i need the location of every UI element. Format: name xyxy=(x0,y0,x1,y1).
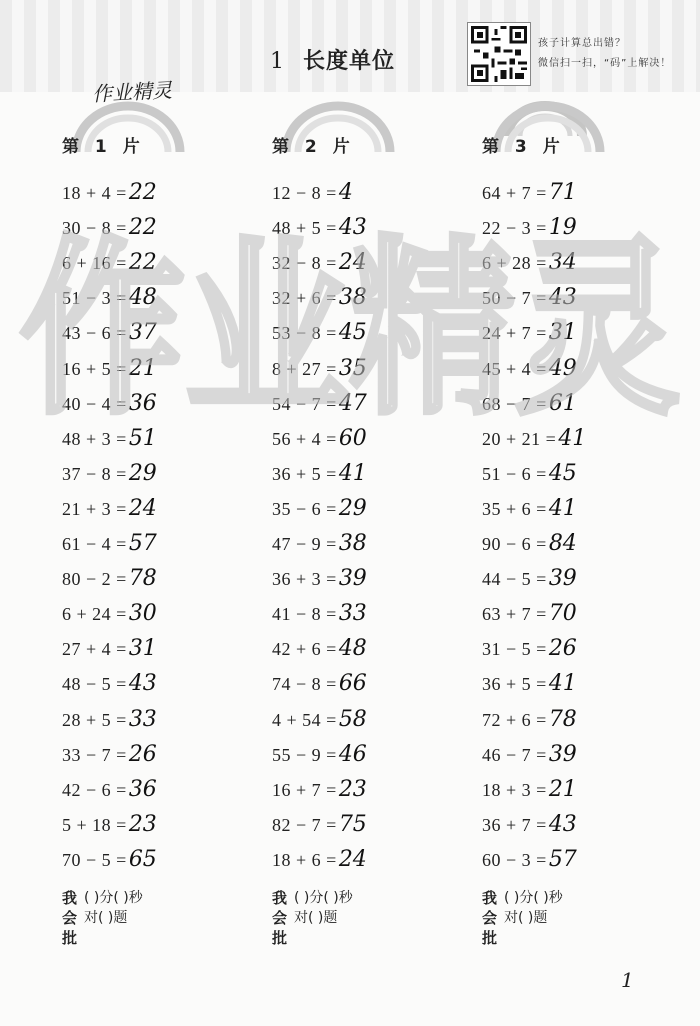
equation-expression: 53 − 8 = xyxy=(272,323,337,344)
piece-badge-3 xyxy=(482,132,622,157)
grading-box-2 xyxy=(272,888,353,948)
equation-answer[interactable]: 57 xyxy=(128,531,157,556)
grade-char-a: 我 xyxy=(272,889,288,907)
badge-unit: 片 xyxy=(542,137,560,157)
equation-answer[interactable]: 41 xyxy=(338,460,367,486)
equation-answer[interactable]: 70 xyxy=(548,601,577,627)
equation-row xyxy=(272,248,367,278)
equation-answer[interactable]: 48 xyxy=(338,636,367,662)
equation-expression: 22 − 3 = xyxy=(482,218,547,239)
equation-answer[interactable]: 41 xyxy=(548,495,577,521)
equation-answer[interactable]: 22 xyxy=(128,215,157,241)
equation-answer[interactable]: 23 xyxy=(128,811,157,837)
equation-row xyxy=(482,424,586,454)
equation-row xyxy=(272,845,367,875)
equation-expression: 5 + 18 = xyxy=(62,814,127,835)
equation-answer[interactable]: 45 xyxy=(338,320,367,346)
equation-expression: 56 + 4 = xyxy=(272,428,337,449)
equation-answer[interactable]: 31 xyxy=(548,320,577,346)
equation-row xyxy=(272,740,367,770)
equation-answer[interactable]: 39 xyxy=(548,741,577,767)
equation-expression: 82 − 7 = xyxy=(272,814,337,835)
equation-expression: 33 − 7 = xyxy=(62,744,127,765)
equation-expression: 4 + 54 = xyxy=(272,709,337,730)
equation-answer[interactable]: 22 xyxy=(128,180,157,205)
equation-row xyxy=(62,248,157,278)
badge-number: 3 xyxy=(514,137,527,157)
equation-expression: 31 − 5 = xyxy=(482,639,547,660)
equation-answer[interactable]: 43 xyxy=(548,285,577,311)
page-title xyxy=(270,44,395,75)
handwritten-title: 作业精灵 xyxy=(91,77,173,107)
equation-row xyxy=(272,705,367,735)
equation-answer[interactable]: 41 xyxy=(558,425,587,451)
grade-char-b: 会 xyxy=(272,909,288,927)
equation-row xyxy=(482,283,577,313)
equation-expression: 61 − 4 = xyxy=(62,534,127,554)
equation-row xyxy=(62,775,157,805)
equation-row xyxy=(272,424,367,454)
equation-answer[interactable]: 43 xyxy=(548,811,577,837)
equation-row xyxy=(482,669,577,699)
equation-expression: 54 − 7 = xyxy=(272,393,337,414)
equation-answer[interactable]: 78 xyxy=(548,706,577,732)
equation-answer[interactable]: 29 xyxy=(338,495,367,521)
equation-row xyxy=(62,354,157,384)
equation-row xyxy=(272,599,367,629)
badge-number: 2 xyxy=(304,137,317,157)
piece-badge-1 xyxy=(62,132,202,157)
equation-row xyxy=(272,669,367,699)
equation-expression: 41 − 8 = xyxy=(272,604,337,625)
grade-char-c: 批 xyxy=(272,929,288,947)
equation-row xyxy=(62,213,157,243)
badge-label: 第 xyxy=(482,137,499,157)
score-field[interactable]: 对( )题 xyxy=(294,910,338,926)
equation-answer[interactable]: 33 xyxy=(128,706,157,732)
badge-unit: 片 xyxy=(332,137,350,157)
equation-row xyxy=(272,529,367,559)
equation-expression: 8 + 27 = xyxy=(272,358,337,379)
equation-expression: 43 − 6 = xyxy=(62,323,127,344)
equation-expression: 6 + 16 = xyxy=(62,253,127,274)
equation-row xyxy=(482,354,577,384)
equation-expression: 40 − 4 = xyxy=(62,393,127,414)
grade-char-a: 我 xyxy=(62,889,78,907)
equation-row xyxy=(62,810,157,840)
equation-expression: 45 + 4 = xyxy=(482,358,547,379)
equation-row xyxy=(62,389,157,419)
equation-row xyxy=(272,354,367,384)
qr-code-icon[interactable] xyxy=(467,22,531,86)
equation-answer[interactable]: 84 xyxy=(548,531,577,556)
equation-answer[interactable]: 39 xyxy=(548,566,577,592)
equation-answer[interactable]: 48 xyxy=(128,285,157,311)
equation-expression: 64 + 7 = xyxy=(482,183,547,203)
equation-row xyxy=(272,775,367,805)
qr-caption xyxy=(538,34,671,74)
equation-expression: 36 + 5 = xyxy=(482,674,547,695)
equation-row xyxy=(62,459,157,489)
equation-row xyxy=(62,705,157,735)
time-field[interactable]: ( )分( )秒 xyxy=(294,890,353,906)
equation-answer[interactable]: 36 xyxy=(128,390,157,416)
equation-expression: 28 + 5 = xyxy=(62,709,127,730)
equation-expression: 30 − 8 = xyxy=(62,218,127,239)
equation-row xyxy=(62,564,157,594)
grading-box-1 xyxy=(62,888,143,948)
equation-row xyxy=(482,740,577,770)
score-field[interactable]: 对( )题 xyxy=(504,910,548,926)
equation-expression: 16 + 5 = xyxy=(62,358,127,379)
equation-answer[interactable]: 24 xyxy=(128,495,157,521)
equation-expression: 80 − 2 = xyxy=(62,569,127,590)
equation-answer[interactable]: 33 xyxy=(338,601,367,627)
equation-row xyxy=(272,178,353,208)
equation-row xyxy=(62,634,157,664)
equation-row xyxy=(62,529,157,559)
equation-row xyxy=(272,318,367,348)
equation-row xyxy=(62,599,157,629)
badge-number: 1 xyxy=(94,137,107,157)
equation-answer[interactable]: 47 xyxy=(338,390,367,416)
equation-answer[interactable]: 71 xyxy=(548,180,577,205)
equation-expression: 60 − 3 = xyxy=(482,849,547,870)
equation-expression: 18 + 4 = xyxy=(62,183,127,203)
grade-char-a: 我 xyxy=(482,889,498,907)
equation-row xyxy=(272,494,367,524)
equation-answer[interactable]: 51 xyxy=(128,425,157,451)
equation-expression: 44 − 5 = xyxy=(482,569,547,590)
badge-label: 第 xyxy=(272,137,289,157)
grade-char-c: 批 xyxy=(62,929,78,947)
grade-char-b: 会 xyxy=(482,909,498,927)
equation-answer[interactable]: 38 xyxy=(338,531,367,556)
equation-answer[interactable]: 23 xyxy=(338,776,367,802)
time-field[interactable]: ( )分( )秒 xyxy=(84,890,143,906)
equation-row xyxy=(272,213,367,243)
equation-row xyxy=(62,740,157,770)
equation-expression: 90 − 6 = xyxy=(482,534,547,554)
equation-answer[interactable]: 43 xyxy=(128,671,157,697)
piece-badge-2 xyxy=(272,132,412,157)
equation-expression: 32 − 8 = xyxy=(272,253,337,274)
equation-answer[interactable]: 26 xyxy=(128,741,157,767)
equation-row xyxy=(482,318,577,348)
equation-answer[interactable]: 24 xyxy=(338,250,367,276)
equation-row xyxy=(482,213,577,243)
badge-unit: 片 xyxy=(122,137,140,157)
equation-answer[interactable]: 65 xyxy=(128,846,157,872)
equation-answer[interactable]: 19 xyxy=(548,215,577,241)
equation-row xyxy=(482,634,577,664)
equation-expression: 63 + 7 = xyxy=(482,604,547,625)
equation-expression: 20 + 21 = xyxy=(482,428,557,449)
equation-expression: 32 + 6 = xyxy=(272,288,337,309)
equation-row xyxy=(482,810,577,840)
section-title: 长度单位 xyxy=(303,49,396,74)
equation-expression: 68 − 7 = xyxy=(482,393,547,414)
equation-answer[interactable]: 26 xyxy=(548,636,577,662)
grading-box-3 xyxy=(482,888,563,948)
equation-expression: 55 − 9 = xyxy=(272,744,337,765)
equation-row xyxy=(482,564,577,594)
equation-answer[interactable]: 31 xyxy=(128,636,157,662)
equation-answer[interactable]: 36 xyxy=(128,776,157,802)
equation-answer[interactable]: 37 xyxy=(128,320,157,346)
equation-expression: 35 + 6 = xyxy=(482,498,547,519)
equation-row xyxy=(482,459,577,489)
equation-expression: 18 + 3 = xyxy=(482,779,547,800)
equation-answer[interactable]: 34 xyxy=(548,250,577,276)
equation-answer[interactable]: 21 xyxy=(548,776,577,802)
equation-row xyxy=(272,634,367,664)
equation-answer[interactable]: 46 xyxy=(338,741,367,767)
equation-row xyxy=(272,459,367,489)
equation-answer[interactable]: 41 xyxy=(548,671,577,697)
time-field[interactable]: ( )分( )秒 xyxy=(504,890,563,906)
equation-answer[interactable]: 24 xyxy=(338,846,367,872)
equation-answer[interactable]: 35 xyxy=(338,355,367,381)
equation-answer[interactable]: 22 xyxy=(128,250,157,276)
equation-expression: 70 − 5 = xyxy=(62,849,127,870)
equation-row xyxy=(62,283,157,313)
equation-expression: 48 + 3 = xyxy=(62,428,127,449)
equation-answer[interactable]: 66 xyxy=(338,671,367,697)
equation-expression: 35 − 6 = xyxy=(272,498,337,519)
equation-expression: 36 + 5 = xyxy=(272,463,337,484)
equation-row xyxy=(62,424,157,454)
watermark-text: 作业精灵 xyxy=(20,219,680,430)
equation-row xyxy=(62,845,157,875)
equation-expression: 51 − 6 = xyxy=(482,463,547,484)
equation-expression: 24 + 7 = xyxy=(482,323,547,344)
equation-row xyxy=(62,494,157,524)
equation-answer[interactable]: 43 xyxy=(338,215,367,241)
equation-expression: 21 + 3 = xyxy=(62,498,127,519)
score-field[interactable]: 对( )题 xyxy=(84,910,128,926)
equation-expression: 42 + 6 = xyxy=(272,639,337,660)
equation-row xyxy=(62,669,157,699)
equation-expression: 6 + 24 = xyxy=(62,604,127,625)
equation-expression: 42 − 6 = xyxy=(62,779,127,800)
equation-row xyxy=(272,564,367,594)
equation-answer[interactable]: 57 xyxy=(548,846,577,872)
equation-answer[interactable]: 60 xyxy=(338,425,367,451)
equation-expression: 36 + 3 = xyxy=(272,569,337,590)
equation-expression: 47 − 9 = xyxy=(272,534,337,554)
equation-row xyxy=(62,178,157,208)
equation-row xyxy=(482,494,577,524)
equation-answer[interactable]: 49 xyxy=(548,355,577,381)
equation-row xyxy=(482,775,577,805)
equation-expression: 72 + 6 = xyxy=(482,709,547,730)
equation-expression: 18 + 6 = xyxy=(272,849,337,870)
section-number: 1 xyxy=(270,49,285,74)
equation-answer[interactable]: 30 xyxy=(128,601,157,627)
badge-label: 第 xyxy=(62,137,79,157)
qr-caption-line1: 孩子计算总出错？ xyxy=(538,38,626,49)
equation-row xyxy=(482,529,577,559)
page-number: 1 xyxy=(621,968,634,992)
equation-answer[interactable]: 39 xyxy=(338,566,367,592)
equation-expression: 74 − 8 = xyxy=(272,674,337,695)
grade-char-c: 批 xyxy=(482,929,498,947)
equation-answer[interactable]: 38 xyxy=(338,285,367,311)
equation-expression: 37 − 8 = xyxy=(62,463,127,484)
equation-row xyxy=(482,845,577,875)
equation-answer[interactable]: 4 xyxy=(338,180,353,205)
equation-answer[interactable]: 58 xyxy=(338,706,367,732)
equation-row xyxy=(482,178,577,208)
equation-row xyxy=(272,810,367,840)
equation-expression: 46 − 7 = xyxy=(482,744,547,765)
equation-row xyxy=(272,283,367,313)
equation-answer[interactable]: 78 xyxy=(128,566,157,592)
equation-expression: 6 + 28 = xyxy=(482,253,547,274)
equation-answer[interactable]: 45 xyxy=(548,460,577,486)
equation-expression: 27 + 4 = xyxy=(62,639,127,660)
equation-expression: 48 − 5 = xyxy=(62,674,127,695)
equation-answer[interactable]: 61 xyxy=(548,390,577,416)
qr-caption-line2: 微信扫一扫，“码”上解决！ xyxy=(538,58,672,69)
equation-row xyxy=(482,705,577,735)
equation-row xyxy=(272,389,367,419)
equation-expression: 36 + 7 = xyxy=(482,814,547,835)
equation-answer[interactable]: 75 xyxy=(338,811,367,837)
equation-expression: 48 + 5 = xyxy=(272,218,337,239)
equation-expression: 51 − 3 = xyxy=(62,288,127,309)
grade-char-b: 会 xyxy=(62,909,78,927)
equation-row xyxy=(482,599,577,629)
equation-row xyxy=(62,318,157,348)
equation-row xyxy=(482,248,577,278)
equation-answer[interactable]: 29 xyxy=(128,460,157,486)
equation-expression: 12 − 8 = xyxy=(272,183,337,203)
equation-expression: 50 − 7 = xyxy=(482,288,547,309)
equation-answer[interactable]: 21 xyxy=(128,355,157,381)
equation-row xyxy=(482,389,577,419)
equation-expression: 16 + 7 = xyxy=(272,779,337,800)
